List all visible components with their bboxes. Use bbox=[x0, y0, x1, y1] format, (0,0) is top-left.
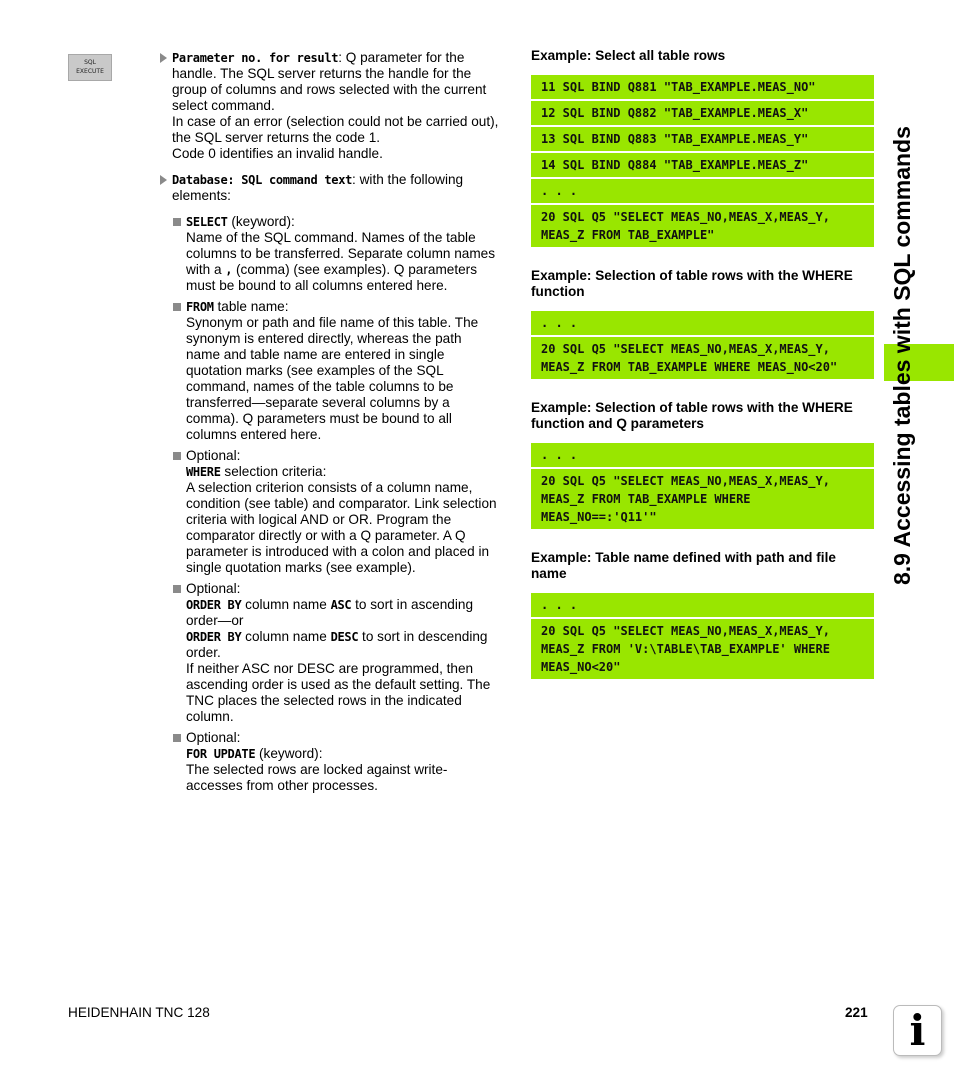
forupdate-line bbox=[186, 746, 513, 762]
softkey-line1: SQL bbox=[84, 59, 96, 66]
code-box: . . . bbox=[531, 179, 874, 203]
database-item bbox=[158, 172, 513, 204]
order-post: to sort in ascending bbox=[351, 597, 474, 612]
param-result-item bbox=[158, 50, 513, 162]
param-code: Parameter no. for result bbox=[172, 51, 339, 65]
comma-code: , bbox=[225, 263, 233, 277]
optional-label: Optional: bbox=[186, 448, 241, 463]
param-text-0: : Q parameter for the bbox=[338, 50, 465, 65]
examples-column bbox=[531, 48, 874, 681]
bullet-triangle-icon bbox=[160, 175, 167, 185]
where-code: WHERE bbox=[186, 465, 221, 479]
from-line: comma). Q parameters must be bound to all bbox=[186, 411, 452, 426]
page-number: 221 bbox=[845, 1005, 868, 1020]
from-line: quotation marks (see examples of the SQL bbox=[186, 363, 444, 378]
param-text-4: In case of an error (selection could not be carried out), bbox=[172, 114, 499, 129]
where-text: criteria with logical AND or OR. Program the bbox=[186, 512, 452, 527]
code-box: 20 SQL Q5 "SELECT MEAS_NO,MEAS_X,MEAS_Y, MEAS_Z FROM TAB_EXAMPLE" bbox=[531, 205, 874, 247]
code-box: 14 SQL BIND Q884 "TAB_EXAMPLE.MEAS_Z" bbox=[531, 153, 874, 177]
code-box: . . . bbox=[531, 311, 874, 335]
select-after: (keyword): bbox=[227, 214, 295, 229]
db-text-1: elements: bbox=[172, 188, 231, 203]
forupdate-subitem bbox=[158, 730, 513, 794]
optional-label: Optional: bbox=[186, 730, 241, 745]
softkey-line2: EXECUTE bbox=[76, 68, 104, 75]
where-text: parameter is introduced with a colon and placed in bbox=[186, 544, 490, 559]
example-title: Example: Table name defined with path and file bbox=[531, 550, 836, 565]
footer-manual-name: HEIDENHAIN TNC 128 bbox=[68, 1005, 210, 1020]
param-text-1: handle. The SQL server returns the handle for the bbox=[172, 66, 472, 81]
param-text-2: group of columns and rows selected with the current bbox=[172, 82, 487, 97]
order-cont: order. bbox=[186, 645, 221, 660]
select-line-pre: with a bbox=[186, 262, 226, 277]
where-text: A selection criterion consists of a column name, bbox=[186, 480, 473, 495]
example-title: function and Q parameters bbox=[531, 416, 704, 431]
order-by-code: ORDER BY bbox=[186, 598, 242, 612]
select-last: must be bound to all columns entered here. bbox=[186, 278, 448, 293]
order-post: to sort in descending bbox=[358, 629, 488, 644]
from-line: command, names of the table columns to be bbox=[186, 379, 454, 394]
desc-code: DESC bbox=[330, 630, 359, 644]
forupdate-text: The selected rows are locked against write- bbox=[186, 762, 448, 777]
code-box: 11 SQL BIND Q881 "TAB_EXAMPLE.MEAS_NO" bbox=[531, 75, 874, 99]
order-mid: column name bbox=[241, 629, 331, 644]
code-box: . . . bbox=[531, 443, 874, 467]
from-subitem bbox=[158, 299, 513, 443]
code-box: 20 SQL Q5 "SELECT MEAS_NO,MEAS_X,MEAS_Y, MEAS_Z FROM TAB_EXAMPLE WHERE MEAS_NO==:'Q11'" bbox=[531, 469, 874, 529]
example-title: Example: Select all table rows bbox=[531, 48, 726, 63]
order-mid: column name bbox=[241, 597, 331, 612]
select-comma-line bbox=[186, 262, 513, 278]
from-after: table name: bbox=[213, 299, 289, 314]
param-text-3: select command. bbox=[172, 98, 275, 113]
example-heading bbox=[531, 400, 874, 432]
db-text-0: : with the following bbox=[352, 172, 464, 187]
from-line: columns entered here. bbox=[186, 427, 322, 442]
order-cont: order—or bbox=[186, 613, 244, 628]
chapter-side-title: 8.9 Accessing tables with SQL commands bbox=[889, 126, 915, 585]
select-line: columns to be transferred. Separate column names bbox=[186, 246, 496, 261]
select-line: Name of the SQL command. Names of the table bbox=[186, 230, 476, 245]
example-title: Example: Selection of table rows with the WHERE bbox=[531, 268, 853, 283]
order-desc-line bbox=[186, 629, 513, 645]
example-title: name bbox=[531, 566, 567, 581]
order-text: TNC places the selected rows in the indicated bbox=[186, 693, 462, 708]
forupdate-after: (keyword): bbox=[255, 746, 323, 761]
from-code: FROM bbox=[186, 300, 214, 314]
param-text-5: the SQL server returns the code 1. bbox=[172, 130, 381, 145]
asc-code: ASC bbox=[330, 598, 352, 612]
where-after: selection criteria: bbox=[220, 464, 327, 479]
from-line: synonym is entered directly, whereas the path bbox=[186, 331, 462, 346]
from-line: transferred—separate several columns by a bbox=[186, 395, 450, 410]
forupdate-text: accesses from other processes. bbox=[186, 778, 378, 793]
code-box: 12 SQL BIND Q882 "TAB_EXAMPLE.MEAS_X" bbox=[531, 101, 874, 125]
left-column bbox=[158, 50, 513, 799]
order-subitem bbox=[158, 581, 513, 725]
order-text: ascending order is used as the default setting. The bbox=[186, 677, 491, 692]
code-box: . . . bbox=[531, 593, 874, 617]
bullet-square-icon bbox=[173, 734, 181, 742]
select-subitem bbox=[158, 214, 513, 294]
optional-label: Optional: bbox=[186, 581, 241, 596]
code-box: 20 SQL Q5 "SELECT MEAS_NO,MEAS_X,MEAS_Y, MEAS_Z FROM 'V:\TABLE\TAB_EXAMPLE' WHERE MEAS_NO<20" bbox=[531, 619, 874, 679]
where-subitem bbox=[158, 448, 513, 576]
where-text: single quotation marks (see example). bbox=[186, 560, 416, 575]
param-text-6: Code 0 identifies an invalid handle. bbox=[172, 146, 383, 161]
example-title: Example: Selection of table rows with the WHERE bbox=[531, 400, 853, 415]
order-text: If neither ASC nor DESC are programmed, then bbox=[186, 661, 474, 676]
code-box: 13 SQL BIND Q883 "TAB_EXAMPLE.MEAS_Y" bbox=[531, 127, 874, 151]
order-text: column. bbox=[186, 709, 234, 724]
select-line-post: (comma) (see examples). Q parameters bbox=[232, 262, 477, 277]
db-code: Database: SQL command text bbox=[172, 173, 353, 187]
bullet-square-icon bbox=[173, 303, 181, 311]
bullet-square-icon bbox=[173, 585, 181, 593]
example-heading bbox=[531, 550, 874, 582]
select-code: SELECT bbox=[186, 215, 228, 229]
order-asc-line bbox=[186, 597, 513, 613]
from-line: name and table name are entered in single bbox=[186, 347, 445, 362]
bullet-square-icon bbox=[173, 218, 181, 226]
where-text: comparator directly or with a Q parameter. A Q bbox=[186, 528, 466, 543]
where-text: condition (see table) and comparator. Link selection bbox=[186, 496, 497, 511]
info-icon: i bbox=[893, 1005, 942, 1056]
sql-execute-softkey-icon bbox=[68, 54, 112, 81]
bullet-triangle-icon bbox=[160, 53, 167, 63]
bullet-square-icon bbox=[173, 452, 181, 460]
from-line: Synonym or path and file name of this table. The bbox=[186, 315, 479, 330]
where-line bbox=[186, 464, 513, 480]
order-by-code: ORDER BY bbox=[186, 630, 242, 644]
example-heading bbox=[531, 48, 874, 64]
example-title: function bbox=[531, 284, 585, 299]
example-heading bbox=[531, 268, 874, 300]
code-box: 20 SQL Q5 "SELECT MEAS_NO,MEAS_X,MEAS_Y, MEAS_Z FROM TAB_EXAMPLE WHERE MEAS_NO<20" bbox=[531, 337, 874, 379]
forupdate-code: FOR UPDATE bbox=[186, 747, 256, 761]
